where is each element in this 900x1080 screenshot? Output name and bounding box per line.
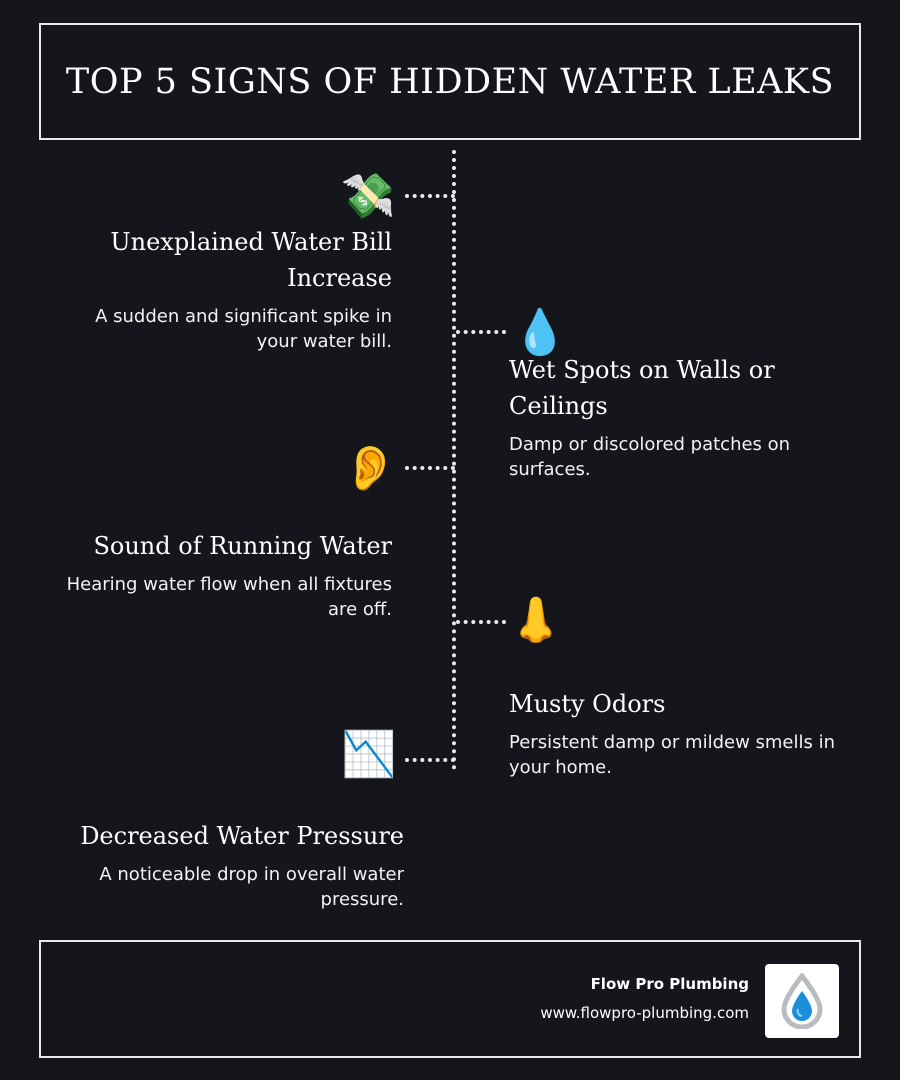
connector-4: [456, 620, 506, 624]
item-heading: Wet Spots on Walls or Ceilings: [509, 356, 775, 420]
list-item: [60, 528, 392, 622]
item-heading: Decreased Water Pressure: [80, 822, 404, 850]
list-item: [60, 224, 392, 354]
chart-decreasing-icon: 📉: [341, 730, 397, 779]
item-description: Hearing water flow when all fixtures are off.: [66, 574, 392, 620]
water-drop-logo-icon: [765, 964, 839, 1038]
connector-2: [456, 330, 506, 334]
water-drop-logo-svg: [779, 973, 825, 1029]
connector-1: [405, 194, 455, 198]
item-description: Persistent damp or mildew smells in your home.: [509, 732, 836, 778]
ear-icon: 👂: [342, 444, 398, 493]
item-heading: Unexplained Water Bill Increase: [110, 228, 392, 292]
droplet-icon: 💧: [512, 308, 568, 357]
money-with-wings-icon: 💸: [340, 172, 396, 221]
item-description: Damp or discolored patches on surfaces.: [509, 434, 791, 480]
company-url[interactable]: www.flowpro-plumbing.com: [540, 1004, 749, 1022]
item-description: A sudden and significant spike in your water bill.: [95, 306, 392, 352]
item-heading: Sound of Running Water: [93, 532, 392, 560]
item-heading: Musty Odors: [509, 690, 666, 718]
company-name: Flow Pro Plumbing: [590, 975, 749, 993]
connector-3: [405, 466, 455, 470]
connector-5: [405, 758, 455, 762]
list-item: [509, 352, 849, 482]
list-item: [509, 686, 849, 780]
nose-icon: 👃: [508, 596, 564, 645]
timeline-line: [452, 150, 456, 770]
list-item: [60, 818, 404, 912]
item-description: A noticeable drop in overall water pressure.: [99, 864, 404, 910]
footer-banner: [39, 940, 861, 1058]
page-title: TOP 5 SIGNS OF HIDDEN WATER LEAKS: [65, 61, 835, 102]
title-banner: [39, 23, 861, 140]
